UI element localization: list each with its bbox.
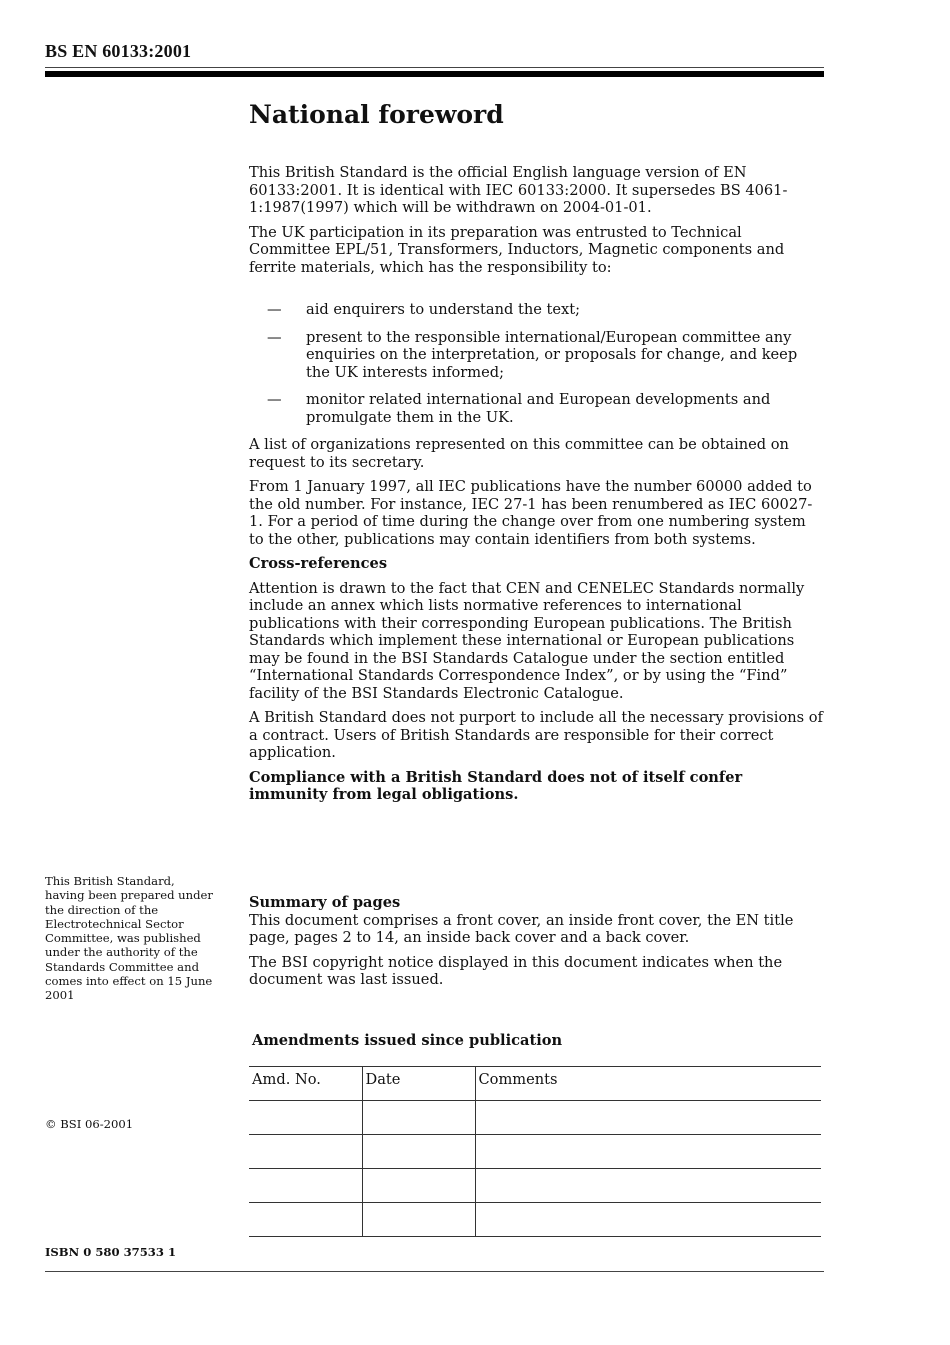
list-item-text: monitor related international and European developments and promulgate them in the UK. <box>306 391 771 426</box>
footer-rule <box>45 1271 824 1272</box>
table-row <box>249 1169 821 1203</box>
table-cell <box>249 1135 362 1169</box>
header-rule-thick <box>45 71 824 77</box>
publication-note: This British Standard, having been prepared under the direction of the Electrotechnical Sector Committee, was published under the authority of the Standards Committee and comes into effect on 15 June 2001 <box>45 874 213 1003</box>
summary-heading: Summary of pages <box>249 894 401 911</box>
table-cell <box>249 1101 362 1135</box>
cross-references-heading: Cross-references <box>249 555 388 572</box>
list-item-text: present to the responsible international/European committee any enquiries on the interpretation, or proposals for change, and keep the UK interests informed; <box>306 328 798 381</box>
body-paragraph: This document comprises a front cover, an inside front cover, the EN title page, pages 2 to 14, an inside back cover and a back cover. <box>249 911 794 946</box>
compliance-statement: Compliance with a British Standard does not of itself confer immunity from legal obligations. <box>249 768 743 803</box>
table-cell <box>475 1101 821 1135</box>
table-cell <box>362 1135 475 1169</box>
header-rule-thin <box>45 67 824 68</box>
table-cell <box>475 1169 821 1203</box>
body-paragraph: The BSI copyright notice displayed in this document indicates when the document was last issued. <box>249 953 783 988</box>
body-paragraph: Attention is drawn to the fact that CEN and CENELEC Standards normally include an annex which lists normative references to international publications with their corresponding European publications. The British Standards which implement these international or European publications may be found in the BSI Standards Catalogue under the section entitled “International Standards Correspondence Index”, or by using the “Find” facility of the BSI Standards Electronic Catalogue. <box>249 579 805 702</box>
column-header: Amd. No. <box>249 1067 362 1101</box>
table-cell <box>362 1101 475 1135</box>
table-cell <box>249 1203 362 1237</box>
table-cell <box>362 1169 475 1203</box>
table-row <box>249 1203 821 1237</box>
copyright-notice: © BSI 06-2001 <box>45 1117 134 1131</box>
dash-bullet: — <box>267 301 282 318</box>
table-row <box>249 1101 821 1135</box>
column-header: Date <box>362 1067 475 1101</box>
table-cell <box>362 1203 475 1237</box>
table-cell <box>249 1169 362 1203</box>
body-paragraph: From 1 January 1997, all IEC publications have the number 60000 added to the old number. For instance, IEC 27-1 has been renumbered as IEC 60027-1. For a period of time during the change over from one numbering system to the other, publications may contain identifiers from both systems. <box>249 478 813 548</box>
body-paragraph: A British Standard does not purport to include all the necessary provisions of a contract. Users of British Standards are responsible for their correct application. <box>249 709 823 761</box>
page-title: National foreword <box>249 100 504 129</box>
list-item <box>249 329 824 382</box>
table-cell <box>475 1203 821 1237</box>
list-item <box>249 301 824 319</box>
list-item <box>249 391 824 426</box>
document-code: BS EN 60133:2001 <box>45 41 192 61</box>
foreword-body <box>249 164 824 811</box>
dash-bullet: — <box>267 328 282 346</box>
list-item-text: aid enquirers to understand the text; <box>306 301 581 318</box>
isbn: ISBN 0 580 37533 1 <box>45 1245 177 1259</box>
table-cell <box>475 1135 821 1169</box>
amendments-table <box>249 1066 821 1237</box>
summary-section <box>249 894 824 996</box>
intro-paragraph: The UK participation in its preparation was entrusted to Technical Committee EPL/51, Transformers, Inductors, Magnetic components and ferrite materials, which has the responsibility to: <box>249 223 785 276</box>
dash-bullet: — <box>267 391 282 408</box>
table-header-row <box>249 1067 821 1101</box>
responsibility-list <box>249 301 824 426</box>
column-header: Comments <box>475 1067 821 1101</box>
intro-paragraph: This British Standard is the official English language version of EN 60133:2001. It is identical with IEC 60133:2000. It supersedes BS 4061-1:1987(1997) which will be withdrawn on 2004-01-01. <box>249 164 788 216</box>
table-row <box>249 1135 821 1169</box>
body-paragraph: A list of organizations represented on this committee can be obtained on request to its secretary. <box>249 436 789 471</box>
amendments-title: Amendments issued since publication <box>252 1032 563 1049</box>
